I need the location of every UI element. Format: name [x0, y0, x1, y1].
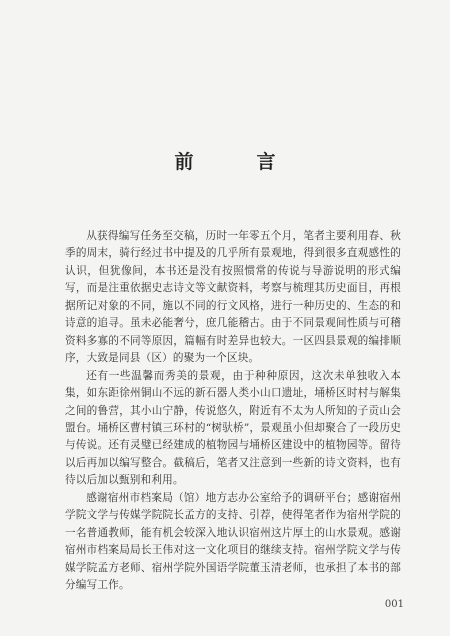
paragraph-1: 从获得编写任务至交稿，历时一年零五个月，笔者主要利用春、秋季的周末，骑行经过书中提及的几乎所有景观地，得到很多直观感性的认识，但犹像间，本书还是没有按照惯常的传说与导游说明的形式编写，而是注重依据史志诗文等文献资料，考察与梳理其历史面目，再根据所记对象的不同，施以不同的行文风格，进行一种历史的、生态的和诗意的追寻。虽未必能奢兮，庶几能稽古。由于不同景观间性质与可稽资料多寡的不同等原因，篇幅有时差异也较大。一区四县景观的编排顺序，大致是同县（区）的聚为一个区块。 [65, 230, 401, 365]
page-number: 001 [384, 599, 404, 610]
paragraph-3: 感谢宿州市档案局（馆）地方志办公室给予的调研平台；感谢宿州学院文学与传媒学院院长孟方的支持、引荐，使得笔者作为宿州学院的一名普通教师，能有机会较深入地认识宿州这片厚土的山水景观。感谢宿州市档案局局长王伟对这一文化项目的继续支持。宿州学院文学与传媒学院孟方老师、宿州学院外国语学院董玉清老师，也承担了本书的部分编写工作。 [65, 491, 401, 592]
paragraph-2: 还有一些温馨而秀美的景观，由于种种原因，这次未单独收入本集，如东距徐州铜山不远的新石器人类小山口遗址，埇桥区时村与解集之间的鲁营，其小山宁静，传说悠久，附近有不太为人所知的子贡山会盟台。埇桥区曹村镇三环村的“树驮桥”，景观虽小但却聚合了一段历史与传说。还有灵璧已经建成的植物园与埇桥区建设中的植物园等。留待以后再加以编写整合。截稿后，笔者又注意到一些新的诗文资料，也有待以后加以甄别和利用。 [65, 369, 401, 487]
body-text [65, 228, 401, 595]
page-title: 前 言 [174, 151, 298, 173]
